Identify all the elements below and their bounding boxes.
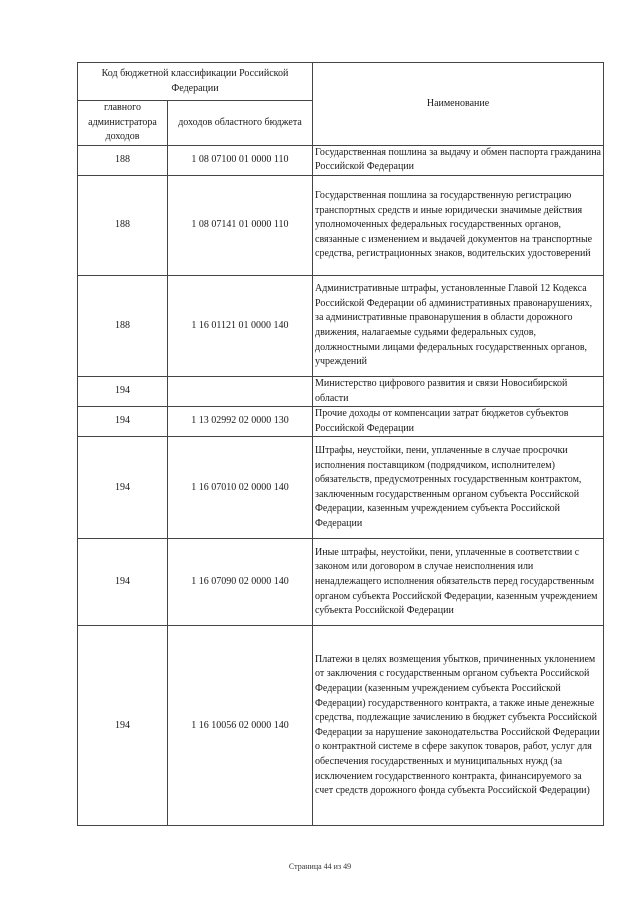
income-code: 1 08 07141 01 0000 110 — [168, 175, 313, 275]
income-code — [168, 376, 313, 406]
admin-code: 194 — [78, 376, 168, 406]
page-number: Страница 44 из 49 — [288, 862, 352, 871]
income-code: 1 13 02992 02 0000 130 — [168, 407, 313, 437]
table-row — [78, 376, 604, 406]
income-name: Государственная пошлина за выдачу и обмен паспорта гражданина Российской Федерации — [313, 145, 604, 175]
header-admin: главного администратора доходов — [78, 101, 168, 146]
income-name: Платежи в целях возмещения убытков, причиненных уклонением от заключения с государственным органом субъекта Российской Федерации (казенным учреждением субъекта Российской Федерации) государственного контракта, а также иные денежные средства, подлежащие зачислению в бюджет субъекта Российской Федерации за нарушение законодательства Российской Федерации о контрактной системе в сфере закупок товаров, работ, услуг для обеспечения государственных и муниципальных нужд (за исключением государственного контракта, финансируемого за счет средств дорожного фонда субъекта Российской Федерации) — [313, 626, 604, 826]
header-code-group: Код бюджетной классификации Российской Федерации — [78, 63, 313, 101]
table-row — [78, 539, 604, 626]
budget-classification-table — [77, 62, 604, 826]
admin-code: 194 — [78, 407, 168, 437]
income-code: 1 16 07010 02 0000 140 — [168, 437, 313, 539]
table-row — [78, 145, 604, 175]
income-code: 1 08 07100 01 0000 110 — [168, 145, 313, 175]
admin-code: 194 — [78, 539, 168, 626]
table-row — [78, 626, 604, 826]
income-name: Административные штрафы, установленные Главой 12 Кодекса Российской Федерации об административных правонарушениях, за административные правонарушения в области дорожного движения, налагаемые судьями федеральных судов, должностными лицами федеральных государственных органов, учреждений — [313, 275, 604, 376]
income-name: Министерство цифрового развития и связи Новосибирской области — [313, 376, 604, 406]
table-row — [78, 275, 604, 376]
admin-code: 194 — [78, 626, 168, 826]
table-row — [78, 175, 604, 275]
income-code: 1 16 07090 02 0000 140 — [168, 539, 313, 626]
table-row — [78, 407, 604, 437]
income-name: Иные штрафы, неустойки, пени, уплаченные в соответствии с законом или договором в случае неисполнения или ненадлежащего исполнения обязательств перед государственным органом субъекта Российской Федерации, казенным учреждением субъекта Российской Федерации — [313, 539, 604, 626]
income-code: 1 16 01121 01 0000 140 — [168, 275, 313, 376]
header-name: Наименование — [313, 63, 604, 146]
header-income: доходов областного бюджета — [168, 101, 313, 146]
admin-code: 194 — [78, 437, 168, 539]
table-row — [78, 437, 604, 539]
income-code: 1 16 10056 02 0000 140 — [168, 626, 313, 826]
admin-code: 188 — [78, 145, 168, 175]
admin-code: 188 — [78, 175, 168, 275]
admin-code: 188 — [78, 275, 168, 376]
income-name: Государственная пошлина за государственную регистрацию транспортных средств и иные юридически значимые действия уполномоченных федеральных государственных органов, связанные с изменением и выдачей документов на транспортные средства, регистрационных знаков, водительских удостоверений — [313, 175, 604, 275]
income-name: Прочие доходы от компенсации затрат бюджетов субъектов Российской Федерации — [313, 407, 604, 437]
income-name: Штрафы, неустойки, пени, уплаченные в случае просрочки исполнения поставщиком (подрядчиком, исполнителем) обязательств, предусмотренных государственным контрактом, заключенным государственным органом субъекта Российской Федерации, казенным учреждением субъекта Российской Федерации — [313, 437, 604, 539]
